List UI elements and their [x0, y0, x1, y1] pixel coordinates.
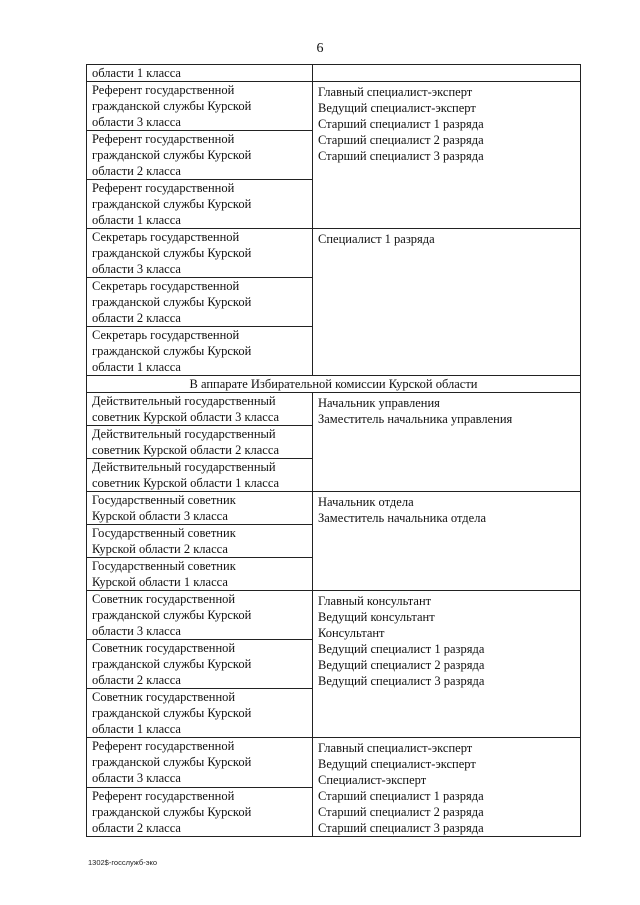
table-row	[87, 65, 581, 82]
rank-line: советник Курской области 1 класса	[92, 476, 280, 490]
positions-cell	[313, 492, 581, 591]
rank-line: Референт государственной	[92, 132, 235, 146]
position-line: Консультант	[318, 626, 385, 640]
rank-line: советник Курской области 3 класса	[92, 410, 280, 424]
position-line: Главный специалист-эксперт	[318, 741, 473, 755]
rank-line: Советник государственной	[92, 641, 236, 655]
rank-cell	[87, 492, 313, 525]
rank-line: Государственный советник	[92, 526, 236, 540]
position-line: Начальник отдела	[318, 495, 414, 509]
rank-line: области 2 класса	[92, 673, 181, 687]
table-row	[87, 393, 581, 426]
rank-line: области 3 класса	[92, 115, 181, 129]
rank-line: советник Курской области 2 класса	[92, 443, 280, 457]
positions-cell	[313, 65, 581, 82]
rank-cell	[87, 327, 313, 376]
section-heading: В аппарате Избирательной комиссии Курской области	[87, 376, 581, 393]
grades-positions-table	[86, 64, 581, 837]
rank-line: гражданской службы Курской	[92, 657, 252, 671]
position-line: Старший специалист 1 разряда	[318, 789, 484, 803]
rank-line: Действительный государственный	[92, 394, 276, 408]
positions-cell	[313, 229, 581, 376]
position-line: Старший специалист 1 разряда	[318, 117, 484, 131]
rank-cell	[87, 558, 313, 591]
rank-line: гражданской службы Курской	[92, 344, 252, 358]
rank-line: области 3 класса	[92, 262, 181, 276]
rank-line: гражданской службы Курской	[92, 755, 252, 769]
table-row	[87, 492, 581, 525]
position-line: Ведущий специалист-эксперт	[318, 757, 476, 771]
table-row	[87, 82, 581, 131]
rank-line: гражданской службы Курской	[92, 706, 252, 720]
rank-line: области 1 класса	[92, 213, 181, 227]
footer-document-code: 1302$-госслужб-эко	[88, 858, 158, 867]
rank-cell	[87, 426, 313, 459]
rank-cell	[87, 640, 313, 689]
rank-cell	[87, 65, 313, 82]
rank-line: Курской области 3 класса	[92, 509, 228, 523]
position-line: Заместитель начальника управления	[318, 412, 513, 426]
rank-line: гражданской службы Курской	[92, 804, 252, 819]
rank-line: Референт государственной	[92, 83, 235, 97]
position-line: Ведущий специалист 1 разряда	[318, 642, 485, 656]
positions-cell	[313, 393, 581, 492]
rank-line: гражданской службы Курской	[92, 99, 252, 113]
rank-cell	[87, 738, 313, 788]
rank-line: Действительный государственный	[92, 460, 276, 474]
position-line: Ведущий специалист-эксперт	[318, 101, 476, 115]
rank-line: Курской области 1 класса	[92, 575, 228, 589]
rank-cell	[87, 393, 313, 426]
rank-line: Государственный советник	[92, 493, 236, 507]
rank-line: области 2 класса	[92, 164, 181, 178]
rank-cell	[87, 591, 313, 640]
rank-line: Референт государственной	[92, 788, 235, 803]
position-line: Старший специалист 2 разряда	[318, 133, 484, 147]
rank-line: Действительный государственный	[92, 427, 276, 441]
rank-line: Советник государственной	[92, 592, 236, 606]
table-row	[87, 738, 581, 788]
rank-line: гражданской службы Курской	[92, 197, 252, 211]
position-line: Старший специалист 3 разряда	[318, 149, 484, 163]
position-line: Ведущий консультант	[318, 610, 435, 624]
position-line: Ведущий специалист 2 разряда	[318, 658, 485, 672]
rank-cell	[87, 82, 313, 131]
rank-line: области 3 класса	[92, 624, 181, 638]
rank-line: области 2 класса	[92, 311, 181, 325]
rank-line: гражданской службы Курской	[92, 608, 252, 622]
positions-cell	[313, 591, 581, 738]
rank-line: Курской области 2 класса	[92, 542, 228, 556]
rank-line: гражданской службы Курской	[92, 148, 252, 162]
positions-cell	[313, 82, 581, 229]
rank-cell	[87, 787, 313, 837]
table-body	[87, 65, 581, 837]
rank-cell	[87, 278, 313, 327]
position-line: Главный специалист-эксперт	[318, 85, 473, 99]
position-line: Специалист 1 разряда	[318, 232, 435, 246]
rank-line: Советник государственной	[92, 690, 236, 704]
section-row	[87, 376, 581, 393]
position-line: Заместитель начальника отдела	[318, 511, 486, 525]
position-line: Главный консультант	[318, 594, 432, 608]
positions-cell	[313, 738, 581, 837]
rank-line: гражданской службы Курской	[92, 295, 252, 309]
position-line: Старший специалист 2 разряда	[318, 805, 484, 819]
rank-cell	[87, 180, 313, 229]
rank-cell	[87, 689, 313, 738]
position-line: Начальник управления	[318, 396, 440, 410]
rank-line: Референт государственной	[92, 739, 235, 753]
rank-line: гражданской службы Курской	[92, 246, 252, 260]
rank-line: области 1 класса	[92, 722, 181, 736]
rank-cell	[87, 525, 313, 558]
rank-cell	[87, 131, 313, 180]
rank-cell	[87, 229, 313, 278]
rank-cell	[87, 459, 313, 492]
rank-line: области 1 класса	[92, 66, 181, 80]
rank-line: Секретарь государственной	[92, 328, 240, 342]
rank-line: Секретарь государственной	[92, 279, 240, 293]
rank-line: Секретарь государственной	[92, 230, 240, 244]
table-row	[87, 229, 581, 278]
position-line: Старший специалист 3 разряда	[318, 821, 484, 835]
rank-line: области 2 класса	[92, 820, 181, 835]
rank-line: области 3 класса	[92, 771, 181, 785]
rank-line: области 1 класса	[92, 360, 181, 374]
position-line: Ведущий специалист 3 разряда	[318, 674, 485, 688]
page-number: 6	[316, 41, 324, 56]
rank-line: Государственный советник	[92, 559, 236, 573]
table-row	[87, 591, 581, 640]
rank-line: Референт государственной	[92, 181, 235, 195]
position-line: Специалист-эксперт	[318, 773, 427, 787]
